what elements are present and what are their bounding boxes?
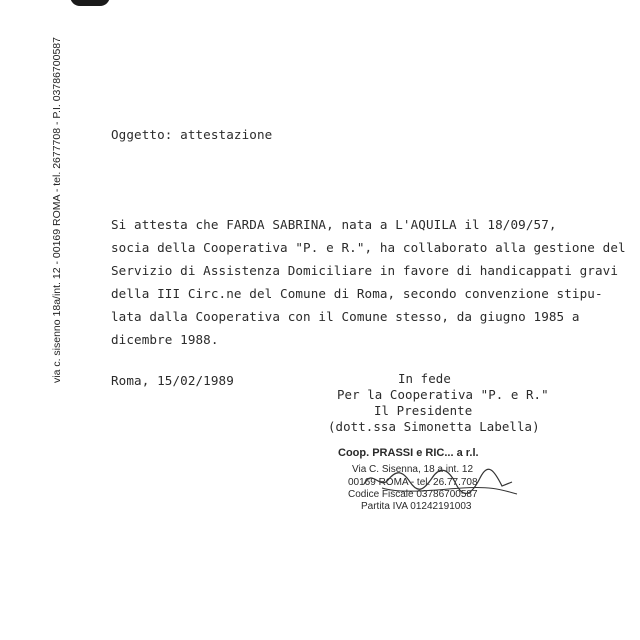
signature-role: Il Presidente (374, 403, 473, 418)
stamp-name: Coop. PRASSI e RIC... a r.l. (338, 447, 479, 459)
signature-cooperative: Per la Cooperativa "P. e R." (337, 387, 549, 402)
body-line-1: Si attesta che FARDA SABRINA, nata a L'AQUILA il 18/09/57, (111, 217, 557, 232)
body-line-6: dicembre 1988. (111, 332, 219, 347)
body-line-4: della III Circ.ne del Comune di Roma, secondo convenzione stipu- (111, 286, 603, 301)
signature-name: (dott.ssa Simonetta Labella) (328, 419, 540, 434)
body-line-3: Servizio di Assistenza Domiciliare in favore di handicappati gravi (111, 263, 619, 278)
stamp-address: Via C. Sisenna, 18 a int. 12 (352, 464, 474, 475)
signature-in-fede: In fede (398, 371, 451, 386)
date-line: Roma, 15/02/1989 (111, 373, 234, 388)
letterhead-sidebar-text: via c. sisenno 18a/int. 12 - 00169 ROMA - tel. 2677708 - P.I. 03786700587 (51, 37, 63, 383)
stamp-fiscal-code: Codice Fiscale 03786700587 (348, 489, 478, 500)
subject-line: Oggetto: attestazione (111, 127, 273, 142)
stamp-vat: Partita IVA 01242191003 (361, 501, 472, 512)
body-line-2: socia della Cooperativa "P. e R.", ha collaborato alla gestione del (111, 240, 626, 255)
binder-hole-mark (70, 0, 110, 6)
body-line-5: lata dalla Cooperativa con il Comune stesso, da giugno 1985 a (111, 309, 580, 324)
handwritten-signature (362, 460, 522, 510)
stamp-city: 00169 ROMA - tel. 26.77.708 (348, 477, 478, 488)
